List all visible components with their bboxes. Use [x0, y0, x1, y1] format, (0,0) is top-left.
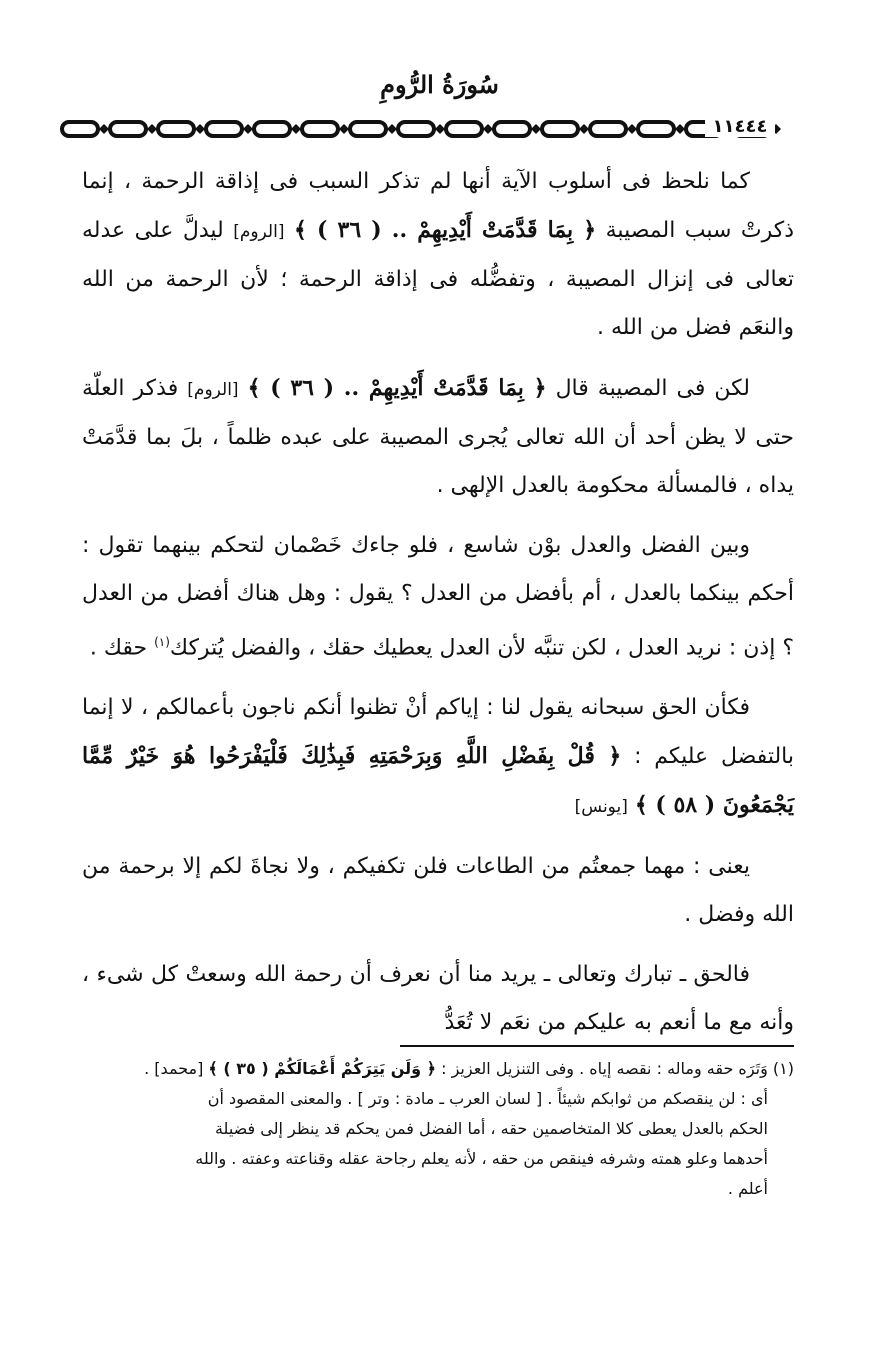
paragraph-2: [82, 364, 794, 510]
chain-link: [158, 122, 194, 136]
ornamental-header-rule: [58, 114, 818, 144]
footnote-line-1: [82, 1054, 794, 1084]
chain-link: [62, 122, 98, 136]
p4-surah-reference: [يونس]: [574, 797, 628, 818]
footnote-line-2: أى : لن ينقصكم من ثوابكم شيئاً . [ لسان العرب ـ مادة : وتر ] . والمعنى المقصود أن: [207, 1089, 768, 1108]
paragraph-4: [82, 684, 794, 831]
chain-link: [254, 122, 290, 136]
chain-diamond: [291, 124, 301, 134]
chain-diamond: [531, 124, 541, 134]
chain-diamond: [579, 124, 589, 134]
chain-diamond: [195, 124, 205, 134]
p1-text-end: ليدلَّ على عدله تعالى فى إنزال المصيبة ، وتفضُّله فى إذاقة الرحمة ؛ لأن الرحمة من الله والنعَم فضل من الله .: [82, 218, 794, 340]
p5-text: يعنى : مهما جمعتُم من الطاعات فلن تكفيكم ، ولا نجاةَ لكم إلا برحمة من الله وفضل .: [82, 854, 794, 928]
p4-quran-verse: ﴿ قُلْ بِفَضْلِ اللَّهِ وَبِرَحْمَتِهِ فَبِذَٰلِكَ فَلْيَفْرَحُوا هُوَ خَيْرٌ مِّمَّا يَجْمَعُونَ ( ٥٨ ) ﴾: [82, 743, 794, 819]
paragraph-3: [82, 522, 794, 672]
footnote-line-4: أحدهما وعلو همته وشرفه فينقص من حقه ، لأنه يعلم رجاحة عقله وقناعته وعفته . والله: [195, 1149, 768, 1168]
footnote-line-5: أعلم .: [727, 1179, 768, 1198]
p1-text-start: كما نلحظ فى أسلوب الآية أنها لم تذكر السبب فى إذاقة الرحمة ، إنما ذكرتْ سبب المصيبة: [82, 169, 795, 243]
chain-link: [302, 122, 338, 136]
paragraph-5: [82, 843, 794, 939]
chain-diamond: [675, 124, 685, 134]
chain-link: [638, 122, 674, 136]
chain-diamond: [435, 124, 445, 134]
chain-link: [110, 122, 146, 136]
chain-diamond: [387, 124, 397, 134]
footnotes: [82, 1054, 794, 1204]
p2-text-end: فذكر العلّة حتى لا يظن أحد أن الله تعالى يُجرى المصيبة على عبده ظلماً ، بلَ بما قدَّمَتْ يداه ، فالمسألة محكومة بالعدل الإلهى .: [82, 376, 794, 498]
surah-title: سُورَةُ الرُّومِ: [380, 70, 499, 99]
chain-diamond: [627, 124, 637, 134]
chain-link: [206, 122, 242, 136]
footnote-line-3: الحكم بالعدل يعطى كلا المتخاصمين حقه ، أما الفضل فمن يحكم قد ينظر إلى فضيلة: [214, 1119, 768, 1138]
p2-surah-reference: [الروم]: [187, 380, 239, 400]
footnote-divider: [400, 1045, 794, 1047]
p3-footnote-marker: (١): [154, 635, 170, 649]
footnote-1-surah-reference: [محمد] .: [144, 1059, 204, 1078]
p6-text: فالحق ـ تبارك وتعالى ـ يريد منا أن نعرف أن رحمة الله وسعتْ كل شىء ، وأنه مع ما أنعم به عليكم من نعَم لا تُعَدُّ: [82, 962, 794, 1036]
chain-link: [398, 122, 434, 136]
p2-text-start: لكن فى المصيبة قال: [555, 376, 751, 401]
page-number: ١١٤٤٤: [705, 116, 775, 137]
p2-quran-verse: ﴿ بِمَا قَدَّمَتْ أَيْدِيهِمْ .. ( ٣٦ ) ﴾: [247, 375, 547, 401]
footnote-1-quran-verse: ﴿ وَلَن يَتِرَكُمْ أَعْمَالَكُمْ ( ٣٥ ) ﴾: [208, 1059, 437, 1078]
chain-diamond: [243, 124, 253, 134]
chain-diamond: [99, 124, 109, 134]
chain-link: [446, 122, 482, 136]
p3-text-start: وبين الفضل والعدل بوْن شاسع ، فلو جاءك خَصْمان لتحكم بينهما تقول : أحكم بينكما بالعدل ، أم بأفضل من العدل ؟ يقول : وهل هناك أفضل من العدل ؟ إذن : نريد العدل ، لكن تنبَّه لأن العدل يعطيك حقك ، والفضل يُتركك: [82, 533, 794, 661]
chain-diamond: [483, 124, 493, 134]
paragraph-1: [82, 158, 794, 352]
p1-quran-verse: ﴿ بِمَا قَدَّمَتْ أَيْدِيهِمْ .. ( ٣٦ ) ﴾: [293, 217, 597, 243]
main-text: [82, 158, 794, 1059]
chain-link: [494, 122, 530, 136]
chain-diamond: [339, 124, 349, 134]
p1-surah-reference: [الروم]: [233, 222, 285, 242]
chain-link: [590, 122, 626, 136]
p4-text: فكأن الحق سبحانه يقول لنا : إياكم أنْ تظنوا أنكم ناجون بأعمالكم ، لا إنما بالتفضل عليكم :: [82, 695, 794, 770]
chain-link: [542, 122, 578, 136]
footnote-1-text-start: (١) وَتَرَه حقه وماله : نقصه إياه . وفى التنزيل العزيز :: [441, 1059, 794, 1078]
paragraph-6: [82, 951, 794, 1047]
chain-link: [350, 122, 386, 136]
p3-text-end: حقك .: [89, 635, 148, 661]
chain-diamond: [147, 124, 157, 134]
